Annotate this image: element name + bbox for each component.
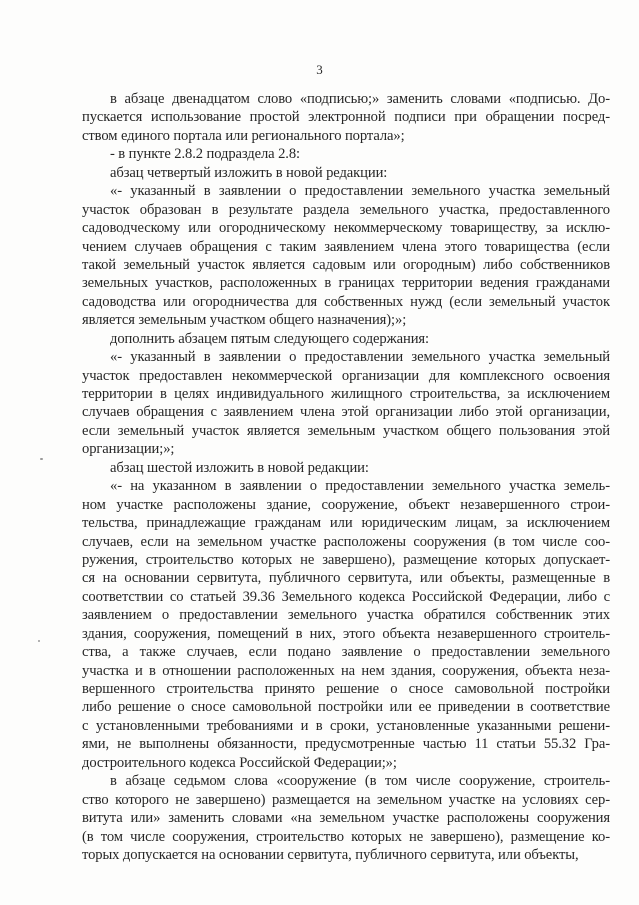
- paragraph: [82, 477, 610, 772]
- text-line: организации;»;: [82, 441, 175, 458]
- scan-speck: [40, 458, 43, 460]
- paragraph: [82, 164, 610, 182]
- text-line: с установленными требованиями и в сроки, установленные указанными решени-: [82, 717, 610, 734]
- scan-speck: [38, 640, 40, 642]
- text-line: ружения, строительство которых не завершено), размещение которых допускает-: [82, 551, 610, 568]
- text-line: в абзаце седьмом слова «сооружение (в том числе сооружение, строитель-: [110, 773, 610, 790]
- paragraph: [82, 330, 610, 348]
- text-line: соответствии со статьей 39.36 Земельного кодекса Российской Федерации, либо с: [82, 588, 610, 605]
- document-body: [82, 90, 610, 864]
- text-line: ства, а также случаев, если подано заявление о предоставлении земельного: [82, 644, 610, 661]
- text-line: (в том числе сооружения, строительство которых не завершено), размещение ко-: [82, 828, 610, 845]
- text-line: здания, сооружения, помещений в них, этого объекта незавершенного строитель-: [82, 625, 610, 642]
- paragraph: [82, 145, 610, 163]
- text-line: вершенного строительства принято решение о сносе самовольной постройки: [82, 681, 610, 697]
- text-line: ном участке расположены здание, сооружение, объект незавершенного строи-: [82, 496, 610, 513]
- text-line: абзац четвертый изложить в новой редакции:: [110, 164, 388, 181]
- text-line: в абзаце двенадцатом слово «подписью;» заменить словами «подписью. До-: [110, 91, 610, 107]
- paragraph: [82, 90, 610, 145]
- text-line: чением случаев обращения с таким заявлением члена этого товарищества (если: [82, 238, 610, 255]
- text-line: случаев обращения с заявлением члена этой организации либо этой организации,: [82, 404, 610, 421]
- text-line: тельства, принадлежащие гражданам или юридическим лицам, за исключением: [82, 515, 610, 532]
- text-line: заявлением о предоставлении земельного участка обратился собственник этих: [82, 607, 610, 624]
- text-line: участок предоставлен некоммерческой организации для комплексного освоения: [82, 367, 610, 384]
- text-line: витута или» заменить словами «на земельном участке расположены сооружения: [82, 810, 610, 827]
- text-line: такой земельный участок является садовым или огородным) либо собственников: [82, 256, 610, 273]
- text-line: ями, не выполнены обязанности, предусмотренные частью 11 статьи 55.32 Гра-: [82, 736, 610, 753]
- text-line: абзац шестой изложить в новой редакции:: [110, 459, 369, 476]
- text-line: достроительного кодекса Российской Федерации;»;: [82, 754, 397, 771]
- text-line: участка и в отношении расположенных на нем здания, сооружения, объекта неза-: [82, 662, 610, 679]
- text-line: «- на указанном в заявлении о предоставлении земельного участка земель-: [110, 478, 610, 495]
- text-line: пускается использование простой электронной подписи при обращении посред-: [82, 109, 610, 126]
- text-line: торых допускается на основании сервитута, публичного сервитута, или объекты,: [82, 846, 579, 863]
- text-line: случаев, если на земельном участке расположены сооружения (в том числе соо-: [82, 533, 610, 550]
- paragraph: [82, 182, 610, 330]
- text-line: если земельный участок является земельным участком общего пользования этой: [82, 422, 610, 439]
- text-line: садоводства или огородничества для собственных нужд (если земельный участок: [82, 293, 610, 310]
- text-line: - в пункте 2.8.2 подраздела 2.8:: [110, 146, 300, 163]
- paragraph: [82, 772, 610, 864]
- text-line: земельных участков, расположенных в границах территории ведения гражданами: [82, 275, 610, 292]
- text-line: ся на основании сервитута, публичного сервитута, или объекты, размещенные в: [82, 570, 610, 587]
- text-line: ством единого портала или регионального портала»;: [82, 127, 405, 144]
- text-line: садоводческому или огородническому некоммерческому товариществу, за исклю-: [82, 220, 610, 237]
- text-line: ство которого не завершено) размещается на земельном участке на условиях сер-: [82, 791, 610, 808]
- text-line: является земельным участком общего назначения);»;: [82, 312, 407, 329]
- paragraph: [82, 459, 610, 477]
- text-line: «- указанный в заявлении о предоставлении земельного участка земельный: [110, 349, 610, 366]
- text-line: дополнить абзацем пятым следующего содержания:: [110, 330, 429, 347]
- text-line: участок образован в результате раздела земельного участка, предоставленного: [82, 201, 610, 218]
- paragraph: [82, 348, 610, 459]
- text-line: либо решение о сносе самовольной постройки или ее приведении в соответствие: [82, 699, 610, 716]
- text-line: «- указанный в заявлении о предоставлении земельного участка земельный: [110, 183, 610, 200]
- text-line: территории в целях индивидуального жилищного строительства, за исключением: [82, 386, 610, 402]
- page-number: 3: [316, 62, 323, 77]
